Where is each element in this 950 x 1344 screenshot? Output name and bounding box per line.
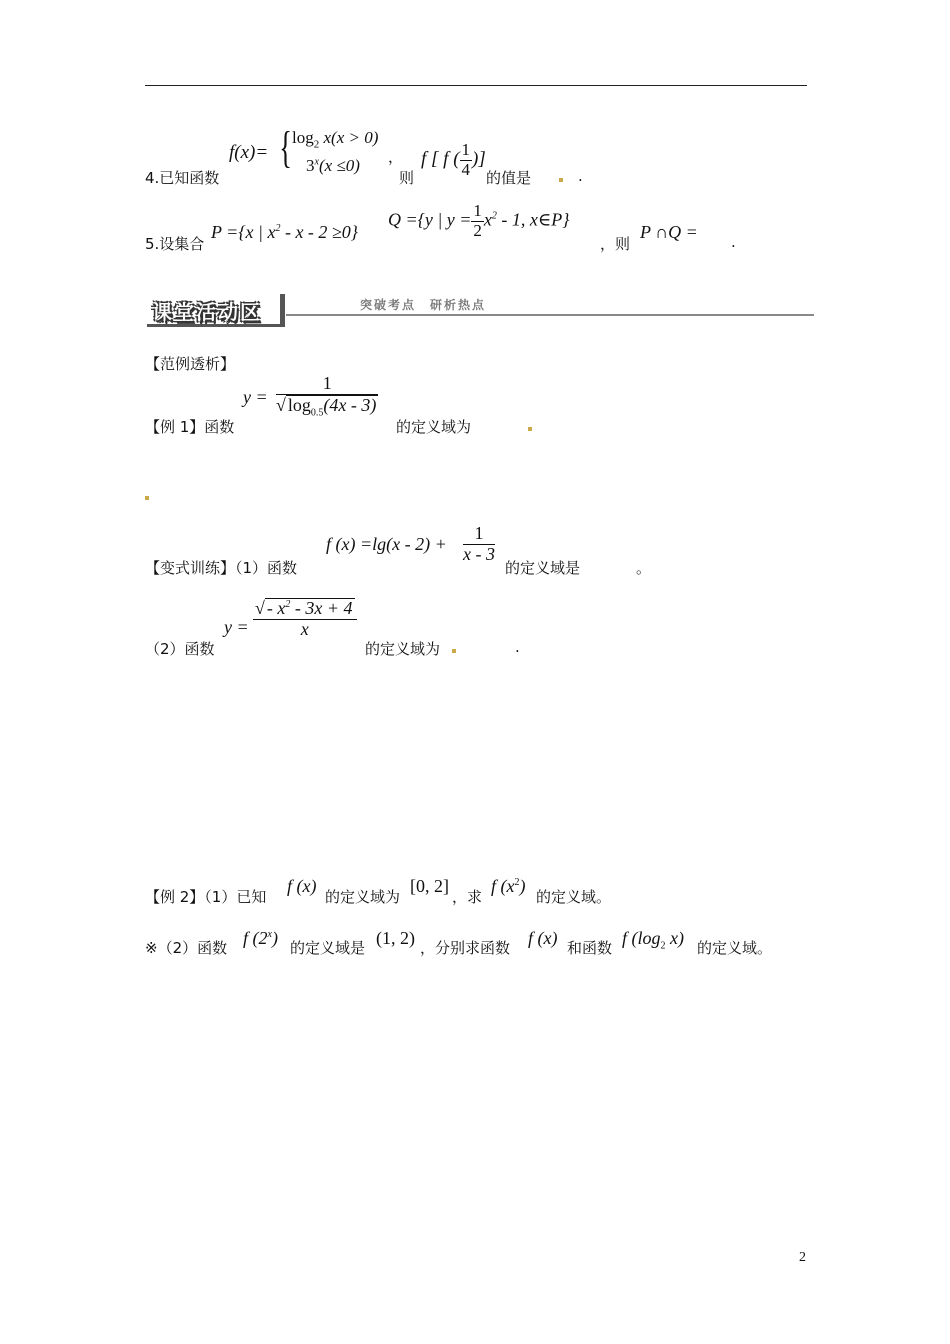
q4-label: 4.已知函数: [145, 169, 220, 187]
q5-set-p: P ={x | $x^2 - x - 2 \ge 0$}: [211, 222, 359, 242]
answer-blank-marker: [452, 649, 456, 653]
ex2-q2-interval: (1, 2): [376, 928, 415, 948]
variant-label: 【变式训练】（1）函数: [145, 559, 298, 577]
ex2-q2-text4: 的定义域。: [697, 939, 773, 957]
banner-line: [286, 314, 814, 316]
q5-period: .: [731, 233, 736, 251]
ex2-label: 【例 2】（1）已知: [145, 888, 267, 906]
variant-q2-tail: 的定义域为: [365, 640, 441, 658]
ex2-q2-label: ※（2）函数: [145, 939, 228, 957]
page-number: 2: [799, 1250, 806, 1265]
answer-blank-marker: [528, 427, 532, 431]
q5-set-q: Q ={y | y = $\frac{1}{2}$ $x^2 - 1$, x∈P}: [388, 201, 570, 240]
q4-period: .: [578, 167, 583, 185]
variant-q2-fraction: $\frac{√ - x^2 - 3x + 4}{x}$: [253, 598, 357, 640]
variant-q2-end: .: [515, 638, 520, 656]
ex2-q2-flog: f ($\log_2$ x): [622, 928, 684, 952]
ex2-fx: f (x): [287, 876, 317, 896]
q4-case1: $\log_2 x(x > 0)$: [292, 128, 379, 151]
q4-case2: $3^x(x \le 0)$: [306, 156, 360, 175]
header-rule: [145, 85, 807, 86]
banner-subtitle: 突破考点 研析热点: [360, 298, 487, 312]
answer-blank-marker: [559, 178, 563, 182]
variant-tail: 的定义域是: [505, 559, 581, 577]
ex2-q2-f: f (2$^x$): [243, 928, 278, 948]
q4-then: 则: [399, 169, 415, 187]
q4-function: f(x)=: [229, 142, 269, 163]
q4-expression: f [ f ( $\frac{1}{4}$ )]: [421, 140, 486, 179]
banner-title: 课堂活动区: [152, 300, 262, 324]
ex2-text2: ，求: [452, 888, 483, 906]
q4-comma: ，: [388, 148, 404, 166]
section-heading: 【范例透析】: [145, 355, 236, 373]
q5-label: 5.设集合: [145, 235, 205, 253]
variant-q2-label: （2）函数: [145, 640, 215, 658]
ex2-text1: 的定义域为: [325, 888, 401, 906]
ex2-q2-text3: 和函数: [567, 939, 613, 957]
variant-end: 。: [636, 559, 652, 577]
ex1-label: 【例 1】函数: [145, 418, 235, 436]
ex2-text3: 的定义域。: [536, 888, 612, 906]
ex2-q2-text1: 的定义域是: [290, 939, 366, 957]
ex1-fraction: $\frac{1}{√ \log_{0.5}(4x - 3)}$: [276, 373, 377, 419]
ex2-q2-text2: ，分别求函数: [420, 939, 511, 957]
q4-tail: 的值是: [486, 169, 532, 187]
variant-function: f (x) =lg(x - 2) +: [326, 534, 447, 554]
ex2-q2-fx: f (x): [528, 928, 558, 948]
q4-brace: {: [279, 123, 292, 172]
ex2-fx2: f $(x^2)$: [491, 876, 526, 896]
ex1-tail: 的定义域为: [396, 418, 472, 436]
answer-blank-marker: [145, 496, 149, 500]
variant-fraction: $\frac{1}{x - 3}$: [463, 523, 495, 564]
q5-then: ，则: [600, 235, 631, 253]
q5-expression: P ∩Q =: [640, 222, 698, 242]
ex1-y: y =: [243, 387, 268, 407]
variant-q2-y: y =: [224, 617, 249, 637]
ex2-interval: [0, 2]: [410, 876, 449, 896]
